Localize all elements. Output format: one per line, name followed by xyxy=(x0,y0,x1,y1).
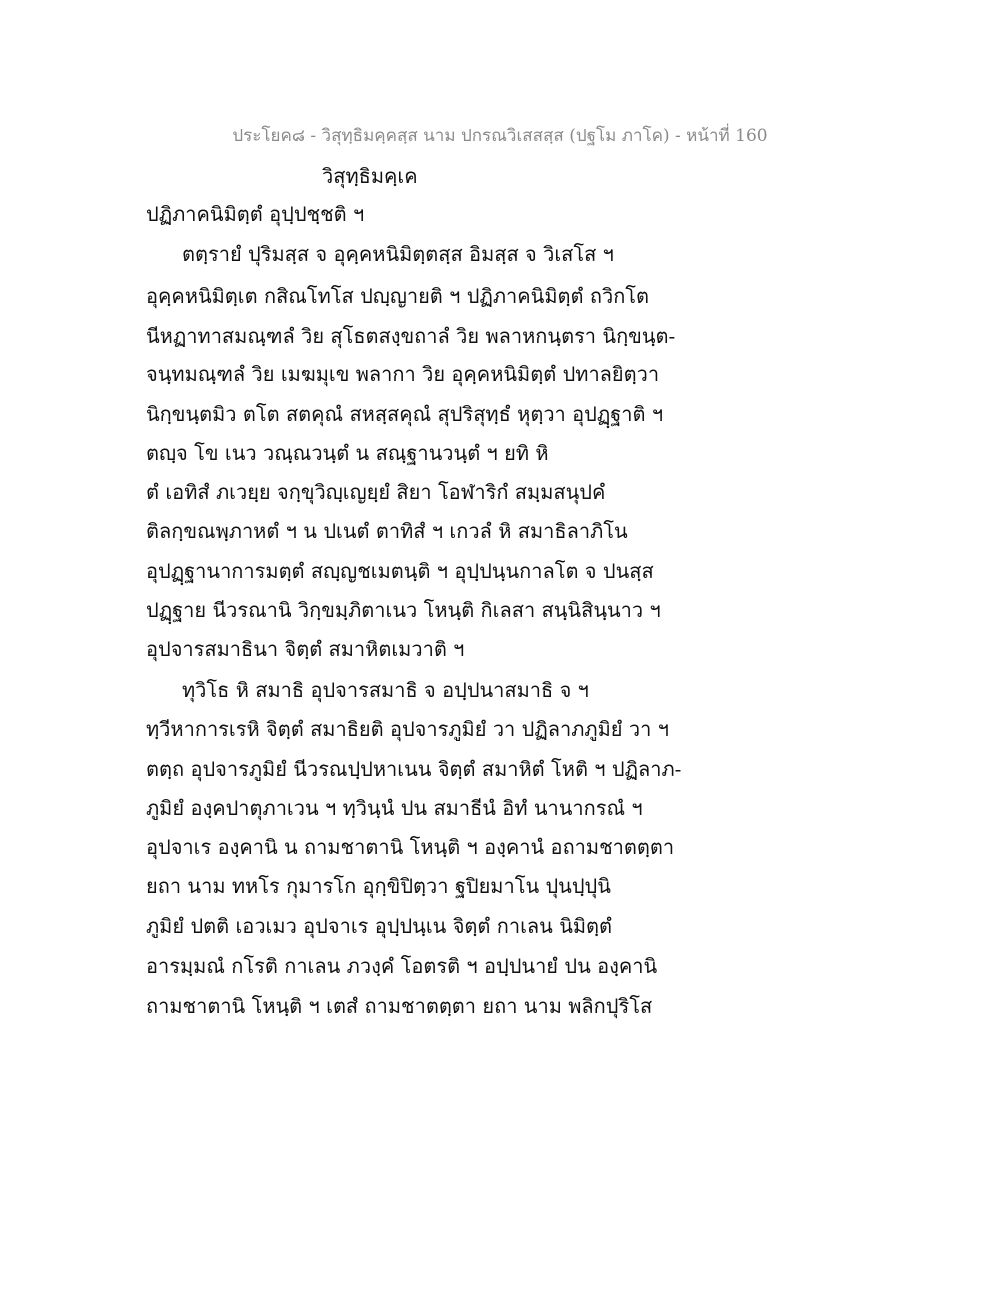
paragraph-start-line: ทุวิโธ หิ สมาธิ อุปจารสมาธิ จ อปฺปนาสมาธิ จ ฯ xyxy=(182,678,589,702)
text-line: อารมฺมณํ กโรติ กาเลน ภวงฺคํ โอตรติ ฯ อปฺปนายํ ปน องฺคานิ xyxy=(146,954,658,978)
text-line: ปฏฺฐาย นีวรณานิ วิกฺขมฺภิตาเนว โหนฺติ กิเลสา สนฺนิสินฺนาว ฯ xyxy=(146,598,661,622)
text-line: ทฺวีหาการเรหิ จิตฺตํ สมาธิยติ อุปจารภูมิยํ วา ปฏิลาภภูมิยํ วา ฯ xyxy=(146,717,669,741)
text-line: ถามชาตานิ โหนฺติ ฯ เตสํ ถามชาตตฺตา ยถา นาม พลิกปุริโส xyxy=(146,994,653,1018)
text-line: ภูมิยํ ปตติ เอวเมว อุปจาเร อุปฺปนฺเน จิตฺตํ กาเลน นิมิตฺตํ xyxy=(146,914,613,938)
text-line: นีหฏาทาสมณฺฑลํ วิย สุโธตสงฺขถาลํ วิย พลาหกนฺตรา นิกฺขนฺต- xyxy=(146,324,676,348)
text-line: นิกฺขนฺตมิว ตโต สตคุณํ สหสฺสคุณํ สุปริสุทฺธํ หุตฺวา อุปฏฺฐาติ ฯ xyxy=(146,402,664,426)
text-line: จนฺทมณฺฑลํ วิย เมฆมุเข พลากา วิย อุคฺคหนิมิตฺตํ ปทาลยิตฺวา xyxy=(146,362,660,386)
text-line: ตํ เอทิสํ ภเวยฺย จกฺขุวิญฺเญยฺยํ สิยา โอฬาริกํ สมฺมสนุปคํ xyxy=(146,480,606,504)
paragraph-start-line: ตตฺรายํ ปุริมสฺส จ อุคฺคหนิมิตฺตสฺส อิมสฺส จ วิเสโส ฯ xyxy=(182,242,614,266)
text-line: ตตฺถ อุปจารภูมิยํ นีวรณปฺปหาเนน จิตฺตํ สมาหิตํ โหติ ฯ ปฏิลาภ- xyxy=(146,757,682,781)
text-line: ตญฺจ โข เนว วณฺณวนฺตํ น สณฺฐานวนฺตํ ฯ ยทิ หิ xyxy=(146,441,549,465)
text-line: ปฏิภาคนิมิตฺตํ อุปฺปชฺชติ ฯ xyxy=(146,202,365,226)
text-line: อุคฺคหนิมิตฺเต กสิณโทโส ปญฺญายติ ฯ ปฏิภาคนิมิตฺตํ ถวิกโต xyxy=(146,284,650,308)
text-line: ภูมิยํ องฺคปาตุภาเวน ฯ ทฺวินฺนํ ปน สมาธีนํ อิทํ นานากรณํ ฯ xyxy=(146,796,643,820)
running-header: ประโยค๘ - วิสุทฺธิมคฺคสฺส นาม ปกรณวิเสสสฺส (ปฐโม ภาโค) - หน้าที่ 160 xyxy=(232,126,768,146)
text-line: อุปฏฺฐานาการมตฺตํ สญฺญชเมตนฺติ ฯ อุปฺปนฺนกาลโต จ ปนสฺส xyxy=(146,559,654,583)
text-line: อุปจาเร องฺคานิ น ถามชาตานิ โหนฺติ ฯ องฺคานํ อถามชาตตฺตา xyxy=(146,835,675,859)
book-title: วิสุทฺธิมคฺเค xyxy=(322,164,418,188)
text-line: อุปจารสมาธินา จิตฺตํ สมาหิตเมวาติ ฯ xyxy=(146,637,465,661)
text-line: ยถา นาม ทหโร กุมารโก อุกฺขิปิตฺวา ฐปิยมาโน ปุนปฺปุนิ xyxy=(146,874,611,898)
text-line: ติลกฺขณพฺภาหตํ ฯ น ปเนตํ ตาทิสํ ฯ เกวลํ หิ สมาธิลาภิโน xyxy=(146,519,628,543)
